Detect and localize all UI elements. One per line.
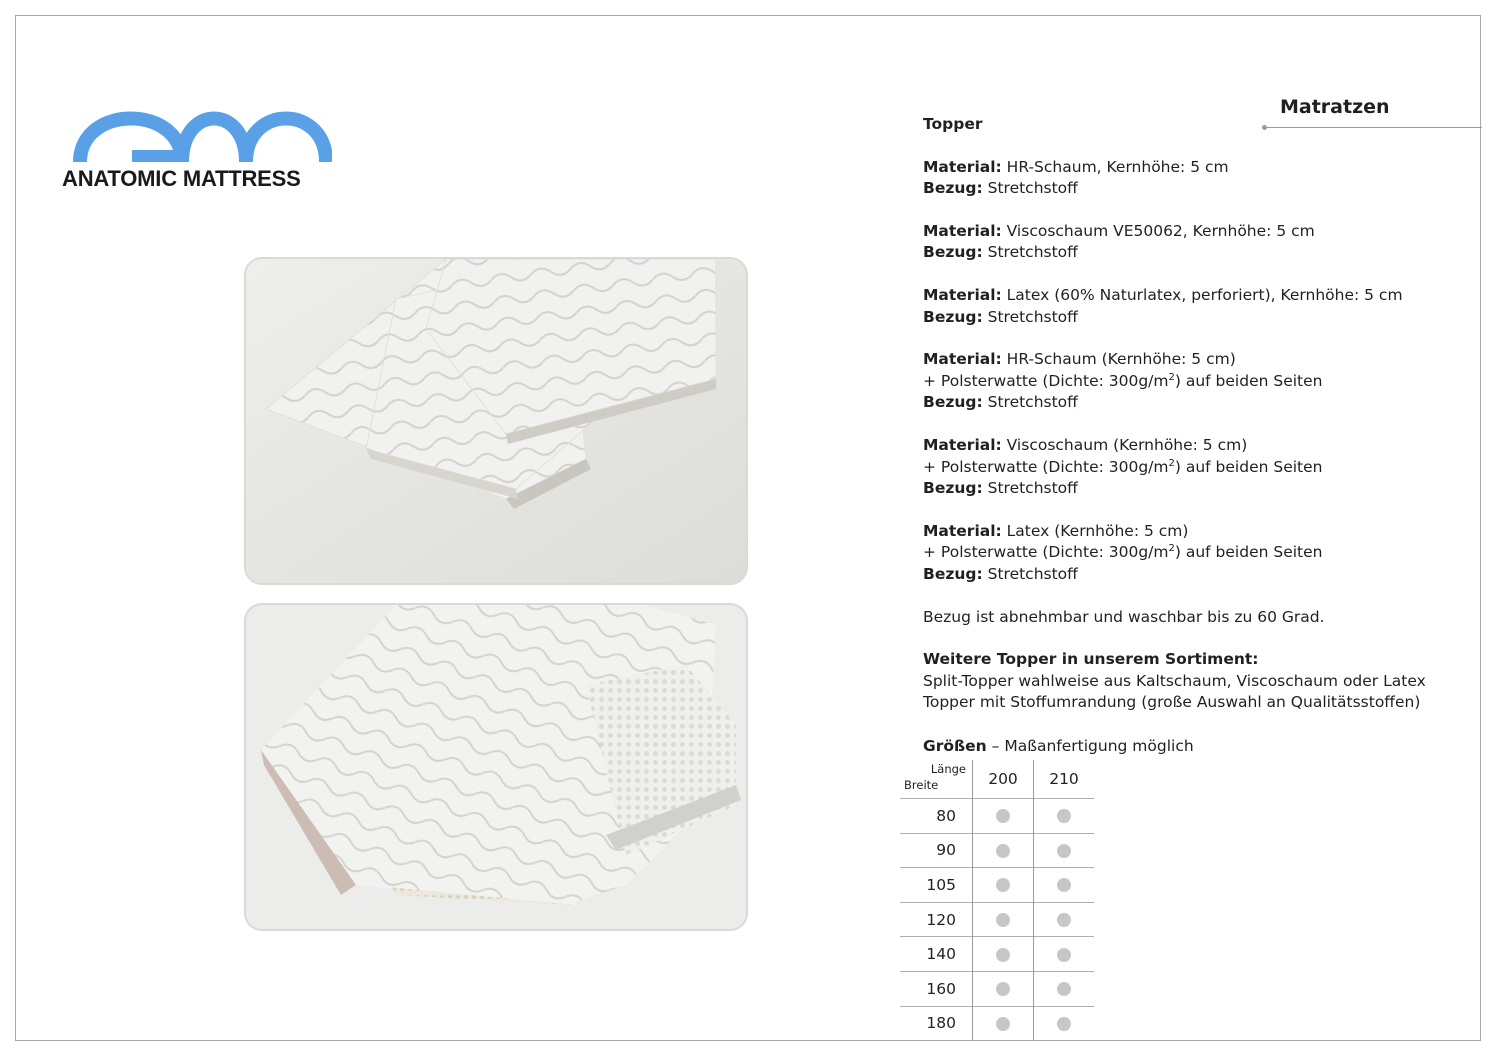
material-value: Viscoschaum VE50062, Kernhöhe: 5 cm [1006, 221, 1315, 240]
unit-superscript: 2 [1168, 543, 1175, 555]
material-label: Material: [923, 157, 1002, 176]
material-label: Material: [923, 221, 1002, 240]
material-block [923, 349, 1463, 414]
size-available-cell [973, 833, 1034, 868]
material-value: HR-Schaum, Kernhöhe: 5 cm [1006, 157, 1229, 176]
available-dot-icon [1057, 844, 1071, 858]
material-value: Viscoschaum (Kernhöhe: 5 cm) [1006, 435, 1248, 454]
width-header: 140 [900, 937, 973, 972]
width-header: 120 [900, 902, 973, 937]
more-products [923, 649, 1463, 714]
sizes-heading [923, 736, 1463, 758]
unit-superscript: 2 [1168, 371, 1175, 383]
more-products-line: Split-Topper wahlweise aus Kaltschaum, Viscoschaum oder Latex [923, 671, 1426, 690]
wash-note: Bezug ist abnehmbar und waschbar bis zu 60 Grad. [923, 607, 1325, 626]
product-description [923, 114, 1463, 757]
size-available-cell [973, 799, 1034, 834]
size-available-cell [1034, 1006, 1095, 1040]
padding-value: + Polsterwatte (Dichte: 300g/m [923, 543, 1169, 562]
available-dot-icon [1057, 982, 1071, 996]
cover-value: Stretchstoff [987, 564, 1078, 583]
unit-superscript: 2 [1168, 457, 1175, 469]
size-row [900, 937, 1094, 972]
size-table-corner [900, 760, 973, 799]
width-axis-label: Breite [904, 778, 939, 792]
more-products-title: Weitere Topper in unserem Sortiment: [923, 650, 1259, 669]
length-header: 200 [973, 760, 1034, 799]
size-row [900, 902, 1094, 937]
available-dot-icon [1057, 948, 1071, 962]
size-available-cell [1034, 868, 1095, 903]
size-row [900, 971, 1094, 1006]
available-dot-icon [1057, 809, 1071, 823]
width-header: 80 [900, 799, 973, 834]
available-dot-icon [996, 809, 1010, 823]
width-header: 90 [900, 833, 973, 868]
available-dot-icon [1057, 1017, 1071, 1031]
cover-label: Bezug: [923, 179, 983, 198]
material-block [923, 435, 1463, 500]
brand-name: ANATOMIC MATTRESS [62, 166, 301, 191]
brand-logo [62, 96, 342, 196]
more-products-line: Topper mit Stoffumrandung (große Auswahl an Qualitätsstoffen) [923, 693, 1421, 712]
section-title: Matratzen [1280, 96, 1390, 118]
length-axis-label: Länge [930, 762, 966, 776]
size-available-cell [1034, 799, 1095, 834]
material-label: Material: [923, 521, 1002, 540]
cover-label: Bezug: [923, 564, 983, 583]
material-block [923, 285, 1463, 328]
available-dot-icon [996, 913, 1010, 927]
cover-label: Bezug: [923, 243, 983, 262]
cover-value: Stretchstoff [987, 307, 1078, 326]
material-label: Material: [923, 435, 1002, 454]
cover-value: Stretchstoff [987, 243, 1078, 262]
product-photo-stacked-toppers [244, 257, 748, 585]
padding-value: + Polsterwatte (Dichte: 300g/m [923, 457, 1169, 476]
available-dot-icon [996, 844, 1010, 858]
available-dot-icon [996, 982, 1010, 996]
size-row [900, 868, 1094, 903]
cover-value: Stretchstoff [987, 179, 1078, 198]
sizes-subtitle: – Maßanfertigung möglich [986, 736, 1194, 755]
size-available-cell [1034, 833, 1095, 868]
width-header: 180 [900, 1006, 973, 1040]
material-value: HR-Schaum (Kernhöhe: 5 cm) [1006, 350, 1236, 369]
logo-arches-icon [70, 96, 332, 168]
size-available-cell [973, 868, 1034, 903]
size-available-cell [973, 902, 1034, 937]
product-photo-topper-cores [244, 603, 748, 931]
size-row [900, 833, 1094, 868]
material-block [923, 221, 1463, 264]
padding-value-suffix: ) auf beiden Seiten [1174, 371, 1323, 390]
available-dot-icon [1057, 878, 1071, 892]
width-header: 160 [900, 971, 973, 1006]
size-available-cell [1034, 971, 1095, 1006]
padding-value: + Polsterwatte (Dichte: 300g/m [923, 371, 1169, 390]
cover-label: Bezug: [923, 307, 983, 326]
padding-value-suffix: ) auf beiden Seiten [1174, 543, 1323, 562]
available-dot-icon [996, 948, 1010, 962]
size-row [900, 1006, 1094, 1040]
sizes-title: Größen [923, 736, 987, 755]
material-block [923, 157, 1463, 200]
size-available-cell [973, 1006, 1034, 1040]
cover-value: Stretchstoff [987, 479, 1078, 498]
cover-label: Bezug: [923, 479, 983, 498]
size-table [900, 760, 1094, 1040]
available-dot-icon [996, 1017, 1010, 1031]
available-dot-icon [1057, 913, 1071, 927]
material-label: Material: [923, 285, 1002, 304]
width-header: 105 [900, 868, 973, 903]
available-dot-icon [996, 878, 1010, 892]
length-header: 210 [1034, 760, 1095, 799]
cover-label: Bezug: [923, 393, 983, 412]
size-available-cell [1034, 937, 1095, 972]
size-row [900, 799, 1094, 834]
size-available-cell [1034, 902, 1095, 937]
size-available-cell [973, 971, 1034, 1006]
padding-value-suffix: ) auf beiden Seiten [1174, 457, 1323, 476]
product-title: Topper [923, 115, 983, 133]
material-block [923, 521, 1463, 586]
material-value: Latex (Kernhöhe: 5 cm) [1006, 521, 1189, 540]
size-available-cell [973, 937, 1034, 972]
material-label: Material: [923, 350, 1002, 369]
material-value: Latex (60% Naturlatex, perforiert), Kernhöhe: 5 cm [1006, 285, 1403, 304]
cover-value: Stretchstoff [987, 393, 1078, 412]
